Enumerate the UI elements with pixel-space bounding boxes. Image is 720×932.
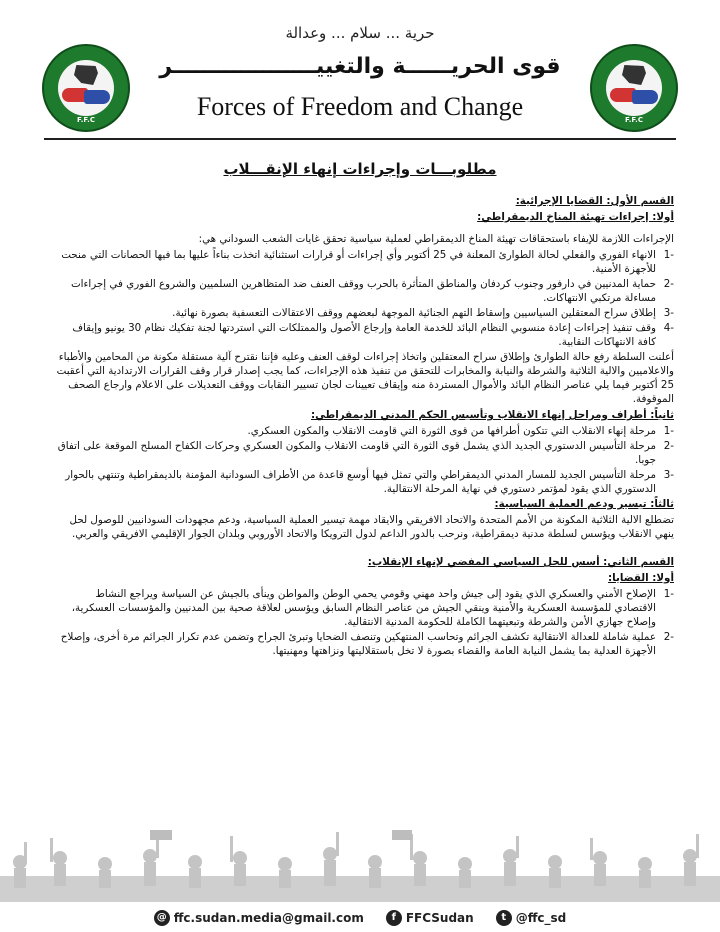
crowd-silhouette-icon: [0, 828, 720, 902]
list-number: -2: [663, 278, 674, 290]
section1-sub2-list: [54, 424, 674, 496]
list-number: -1: [663, 425, 674, 437]
footer-email[interactable]: [154, 910, 364, 926]
list-item: [54, 306, 674, 320]
list-text: عملية شاملة للعدالة الانتقالية تكشف الجرائم وتحاسب المنتهكين وتنصف الضحايا وتبرئ الجراح وتضمن عدم تكرار الجرائم مرة أخرى، وإصلاح الأجهزة العدلية بما يشمل النيابة العامة والقضاء بصورة لا تخل باستقلاليتها ونزاهتها ومهنيتها.: [60, 631, 656, 657]
list-number: -2: [663, 440, 674, 452]
list-item: [54, 587, 674, 629]
list-text: مرحلة التأسيس الدستوري الجديد الذي يشمل قوى الثورة التي قاومت الانقلاب والمكون العسكري وحركات الكفاح المسلح الموقعة على اتفاق جوبا.: [57, 440, 656, 466]
facebook-icon: f: [386, 910, 402, 926]
twitter-icon: t: [496, 910, 512, 926]
section2-sub1-title: أولا: القضايا:: [608, 572, 674, 584]
list-text: حماية المدنيين في دارفور وجنوب كردفان والمناطق المتأثرة بالحرب ووقف العنف ضد المتظاهرين السلميين والشروع الفوري في إجراءات مساءلة مرتكبي الانتهاكات.: [70, 278, 656, 304]
section1-sub1-paragraph: أعلنت السلطة رفع حالة الطوارئ وإطلاق سراح المعتقلين واتخاذ إجراءات لوقف العنف وعليه فإننا نقترح آلية مستقلة مكونة من المحامين والأطباء والاعلاميين والالية الثلاثية والشرطة والنيابة والمخابرات للتحقق من تنفيذ هذه الإجراءات، كما يجب إصدار قرار وقف القرارات الارتدادية التي أعقبت 25 أكتوبر فيما يلي عناصر النظام البائد والأموال المستردة منه وإيقاف تعيينات لجان تسيير النقابات ووقف التعديلات على الاعلام وارجاع الصحف الموقوفة.: [56, 351, 674, 405]
list-number: -3: [663, 307, 674, 319]
protest-crowd-illustration: [0, 828, 720, 902]
list-number: -1: [663, 588, 674, 600]
logo-text: F.F.C: [77, 116, 95, 124]
logo-text-2: F.F.C: [625, 116, 643, 124]
email-text: ffc.sudan.media@gmail.com: [173, 911, 364, 925]
document-title: مطلوبـــات وإجراءات إنهاء الإنقـــلاب: [223, 160, 497, 178]
document-body: [54, 194, 674, 659]
list-text: مرحلة التأسيس الجديد للمسار المدني الديمقراطي والتي تمثل فيها أوسع قاعدة من الأطراف السودانية المؤمنة بالديمقراطية وتنتهي بالحوار الدستوري الذي يقود لمؤتمر دستوري في نهاية المرحلة الانتقالية.: [65, 469, 656, 495]
list-item: [54, 277, 674, 305]
list-text: مرحلة إنهاء الانقلاب التي تتكون أطرافها من قوى الثورة التي قاومت الانقلاب والمكون العسكري.: [247, 425, 656, 437]
list-text: الانهاء الفوري والفعلي لحالة الطوارئ المعلنة في 25 أكتوبر وأي إجراءات أو قرارات استثنائية اتخذت بناءاً عليها بما فيها الحصانات التي منحت للأجهزة الأمنية.: [61, 249, 656, 275]
email-icon: @: [154, 910, 170, 926]
section1-sub3-title: ثالثاً: تيسير ودعم العملية السياسية:: [494, 498, 674, 510]
list-item: [54, 630, 674, 658]
list-number: -4: [663, 322, 674, 334]
list-text: إطلاق سراح المعتقلين السياسيين وإسقاط التهم الجنائية الموجهة لبعضهم ووقف الاعتقالات التعسفية بصورة نهائية.: [172, 307, 656, 319]
section1-sub1-title: أولا: إجراءات تهيئة المناخ الديمقراطي:: [477, 211, 674, 223]
list-number: -1: [663, 249, 674, 261]
section1-sub1-list: [54, 248, 674, 349]
slogan: حرية ... سلام ... وعدالة: [285, 24, 435, 42]
section1-sub1-intro: الإجراءات اللازمة للإيفاء باستحقاقات تهيئة المناخ الديمقراطي لعملية سياسية تحقق غايات الشعب السوداني هي:: [198, 233, 674, 245]
list-number: -3: [663, 469, 674, 481]
org-title-english: Forces of Freedom and Change: [196, 92, 524, 121]
footer-twitter[interactable]: [496, 910, 567, 926]
header-divider: [44, 138, 676, 140]
org-title-arabic: قوى الحريــــــة والتغييـــــــــــــــــــر: [159, 54, 561, 79]
list-item: [54, 468, 674, 496]
list-text: الإصلاح الأمني والعسكري الذي يقود إلى جيش واحد مهني وقومي يحمي الوطن والمواطن وينأى بالجيش عن السياسة ويراجع النشاط الاقتصادي للمؤسسة العسكرية والأمنية وينقي الجيش من عناصر النظام السابق ويؤسس لعلاقة صحية بين المدنيين والمؤسسات العسكرية، وإصلاح جهازي الأمن والشرطة وتبعيتهما الكاملة للحكومة المدنية الانتقالية.: [71, 588, 656, 628]
list-number: -2: [663, 631, 674, 643]
section2-sub1-list: [54, 587, 674, 658]
section1-title: القسم الأول: القضايا الإجرائية:: [515, 195, 674, 207]
section2-title: القسم الثاني: أسس للحل السياسي المفضي لإنهاء الإنقلاب:: [367, 556, 674, 568]
list-item: [54, 248, 674, 276]
list-item: [54, 439, 674, 467]
footer-facebook[interactable]: [386, 910, 474, 926]
list-item: [54, 321, 674, 349]
section1-sub3-paragraph: تضطلع الالية الثلاثية المكونة من الأمم المتحدة والاتحاد الافريقي والايقاد مهمة تيسير العملية السياسية، ودعم مجهودات السودانيين للوصول لحل ينهي الانقلاب ويؤسس لسلطة مدنية ديمقراطية، ونرحب بالدور الداعم لدول الترويكا والاتحاد الأوروبي وبلدان الجوار الإقليمي الافريقي والعربي.: [69, 514, 674, 540]
section1-sub2-title: ثانياً: أطراف ومراحل إنهاء الانقلاب وتأسيس الحكم المدني الديمقراطي:: [311, 409, 674, 421]
list-item: [54, 424, 674, 438]
twitter-text: @ffc_sd: [515, 911, 567, 925]
list-text: وقف تنفيذ إجراءات إعادة منسوبي النظام البائد للخدمة العامة وإرجاع الأصول والممتلكات التي استردتها لجنة تفكيك نظام 30 يونيو وإيقاف كافة الانتهاكات النقابية.: [72, 322, 656, 348]
footer-contacts: [0, 904, 720, 932]
facebook-text: FFCSudan: [405, 911, 474, 925]
